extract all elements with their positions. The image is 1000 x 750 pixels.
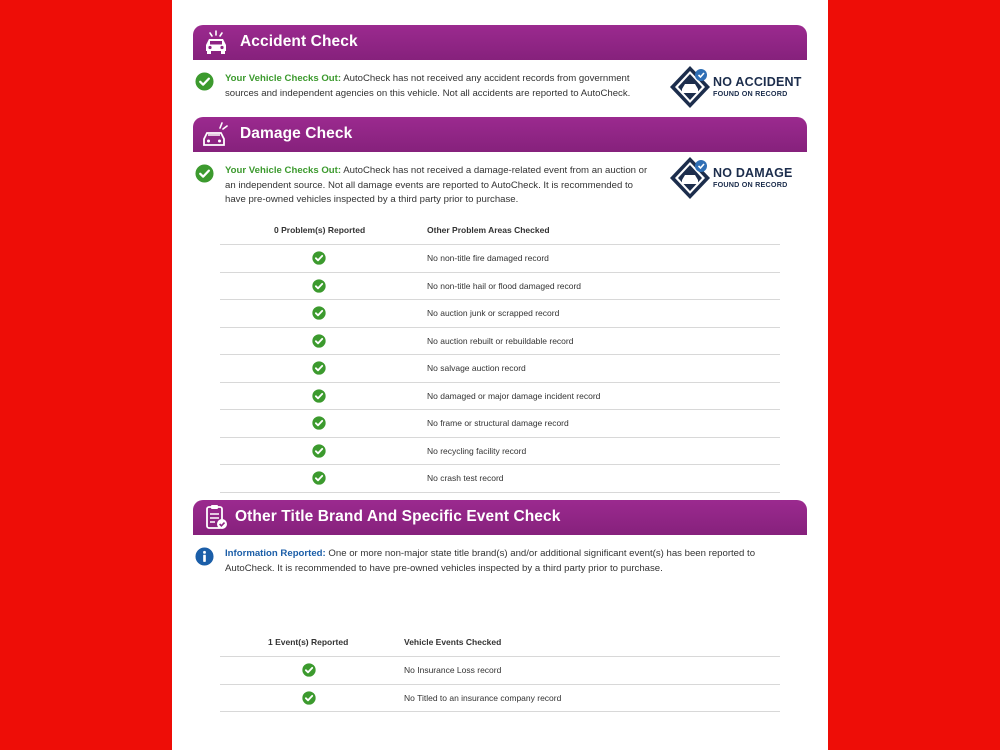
column-header-count: 1 Event(s) Reported — [268, 637, 349, 647]
check-circle-icon — [312, 471, 326, 485]
section-title: Other Title Brand And Specific Event Check — [235, 508, 561, 525]
damage-check-header — [193, 117, 807, 152]
table-row — [220, 245, 780, 273]
damage-checks-table — [220, 218, 780, 493]
check-circle-icon — [312, 334, 326, 348]
row-label: No auction junk or scrapped record — [427, 308, 560, 318]
table-row — [220, 273, 780, 301]
no-damage-badge — [668, 155, 802, 201]
car-crash-icon — [201, 28, 231, 57]
badge-title: NO DAMAGE — [713, 166, 793, 180]
damage-summary — [225, 164, 655, 208]
table-row — [220, 355, 780, 383]
table-row — [220, 438, 780, 466]
column-header-events: Vehicle Events Checked — [404, 637, 502, 647]
row-label: No Titled to an insurance company record — [404, 692, 562, 703]
check-circle-icon — [312, 361, 326, 375]
table-row — [220, 300, 780, 328]
table-row — [220, 410, 780, 438]
column-header-areas: Other Problem Areas Checked — [427, 225, 550, 235]
table-row — [220, 657, 780, 685]
row-label: No recycling facility record — [427, 445, 527, 456]
badge-subtitle: FOUND ON RECORD — [713, 180, 788, 189]
accident-summary — [225, 72, 655, 101]
table-body — [220, 245, 780, 493]
row-label: No salvage auction record — [427, 363, 526, 373]
check-circle-icon — [195, 164, 214, 183]
table-header — [220, 630, 780, 657]
row-label: No non-title hail or flood damaged record — [427, 280, 582, 291]
row-label: No damaged or major damage incident record — [427, 390, 601, 401]
check-circle-icon — [312, 416, 326, 430]
status-lead: Information Reported: — [225, 548, 326, 559]
check-circle-icon — [195, 72, 214, 91]
row-label: No auction rebuilt or rebuildable record — [427, 335, 574, 346]
clipboard-check-icon — [201, 503, 231, 532]
accident-check-header — [193, 25, 807, 60]
status-lead: Your Vehicle Checks Out: — [225, 165, 342, 176]
table-row — [220, 328, 780, 356]
status-text: One or more non-major state title brand(s) and/or additional significant event(s) has been reported to AutoCheck. It is recommended to have pre-owned vehicles inspected by a third party prior to purchase. — [225, 548, 756, 574]
no-accident-badge — [668, 64, 802, 110]
check-circle-icon — [312, 306, 326, 320]
section-title: Damage Check — [240, 125, 353, 142]
row-label: No crash test record — [427, 473, 504, 483]
check-circle-icon — [312, 279, 326, 293]
check-circle-icon — [312, 251, 326, 265]
badge-title: NO ACCIDENT — [713, 75, 802, 89]
table-header — [220, 218, 780, 245]
column-header-count: 0 Problem(s) Reported — [274, 225, 366, 235]
section-title: Accident Check — [240, 33, 358, 50]
events-table — [220, 630, 780, 712]
status-lead: Your Vehicle Checks Out: — [225, 73, 342, 84]
table-row — [220, 465, 780, 493]
check-circle-icon — [302, 663, 316, 677]
status-text: AutoCheck has not received any accident records from government sources and independent agencies on this vehicle. Not all accidents are reported to AutoCheck. — [225, 73, 631, 99]
car-damage-icon — [201, 120, 231, 149]
shield-car-icon — [668, 64, 712, 110]
status-text: AutoCheck has not received a damage-related event from an auction or an independent source. Not all damage events are reported to AutoCheck. It is recommended to have pre-owned vehicles inspected by a third party prior to purchase. — [225, 165, 648, 205]
table-body — [220, 657, 780, 712]
title-brand-summary — [225, 547, 785, 576]
check-circle-icon — [302, 691, 316, 705]
title-brand-header — [193, 500, 807, 535]
badge-subtitle: FOUND ON RECORD — [713, 89, 788, 98]
row-label: No frame or structural damage record — [427, 418, 569, 428]
report-page — [172, 0, 828, 750]
row-label: No Insurance Loss record — [404, 665, 502, 675]
info-icon — [195, 547, 214, 566]
shield-car-icon — [668, 155, 712, 201]
row-label: No non-title fire damaged record — [427, 253, 549, 263]
table-row — [220, 685, 780, 713]
table-row — [220, 383, 780, 411]
check-circle-icon — [312, 444, 326, 458]
check-circle-icon — [312, 389, 326, 403]
